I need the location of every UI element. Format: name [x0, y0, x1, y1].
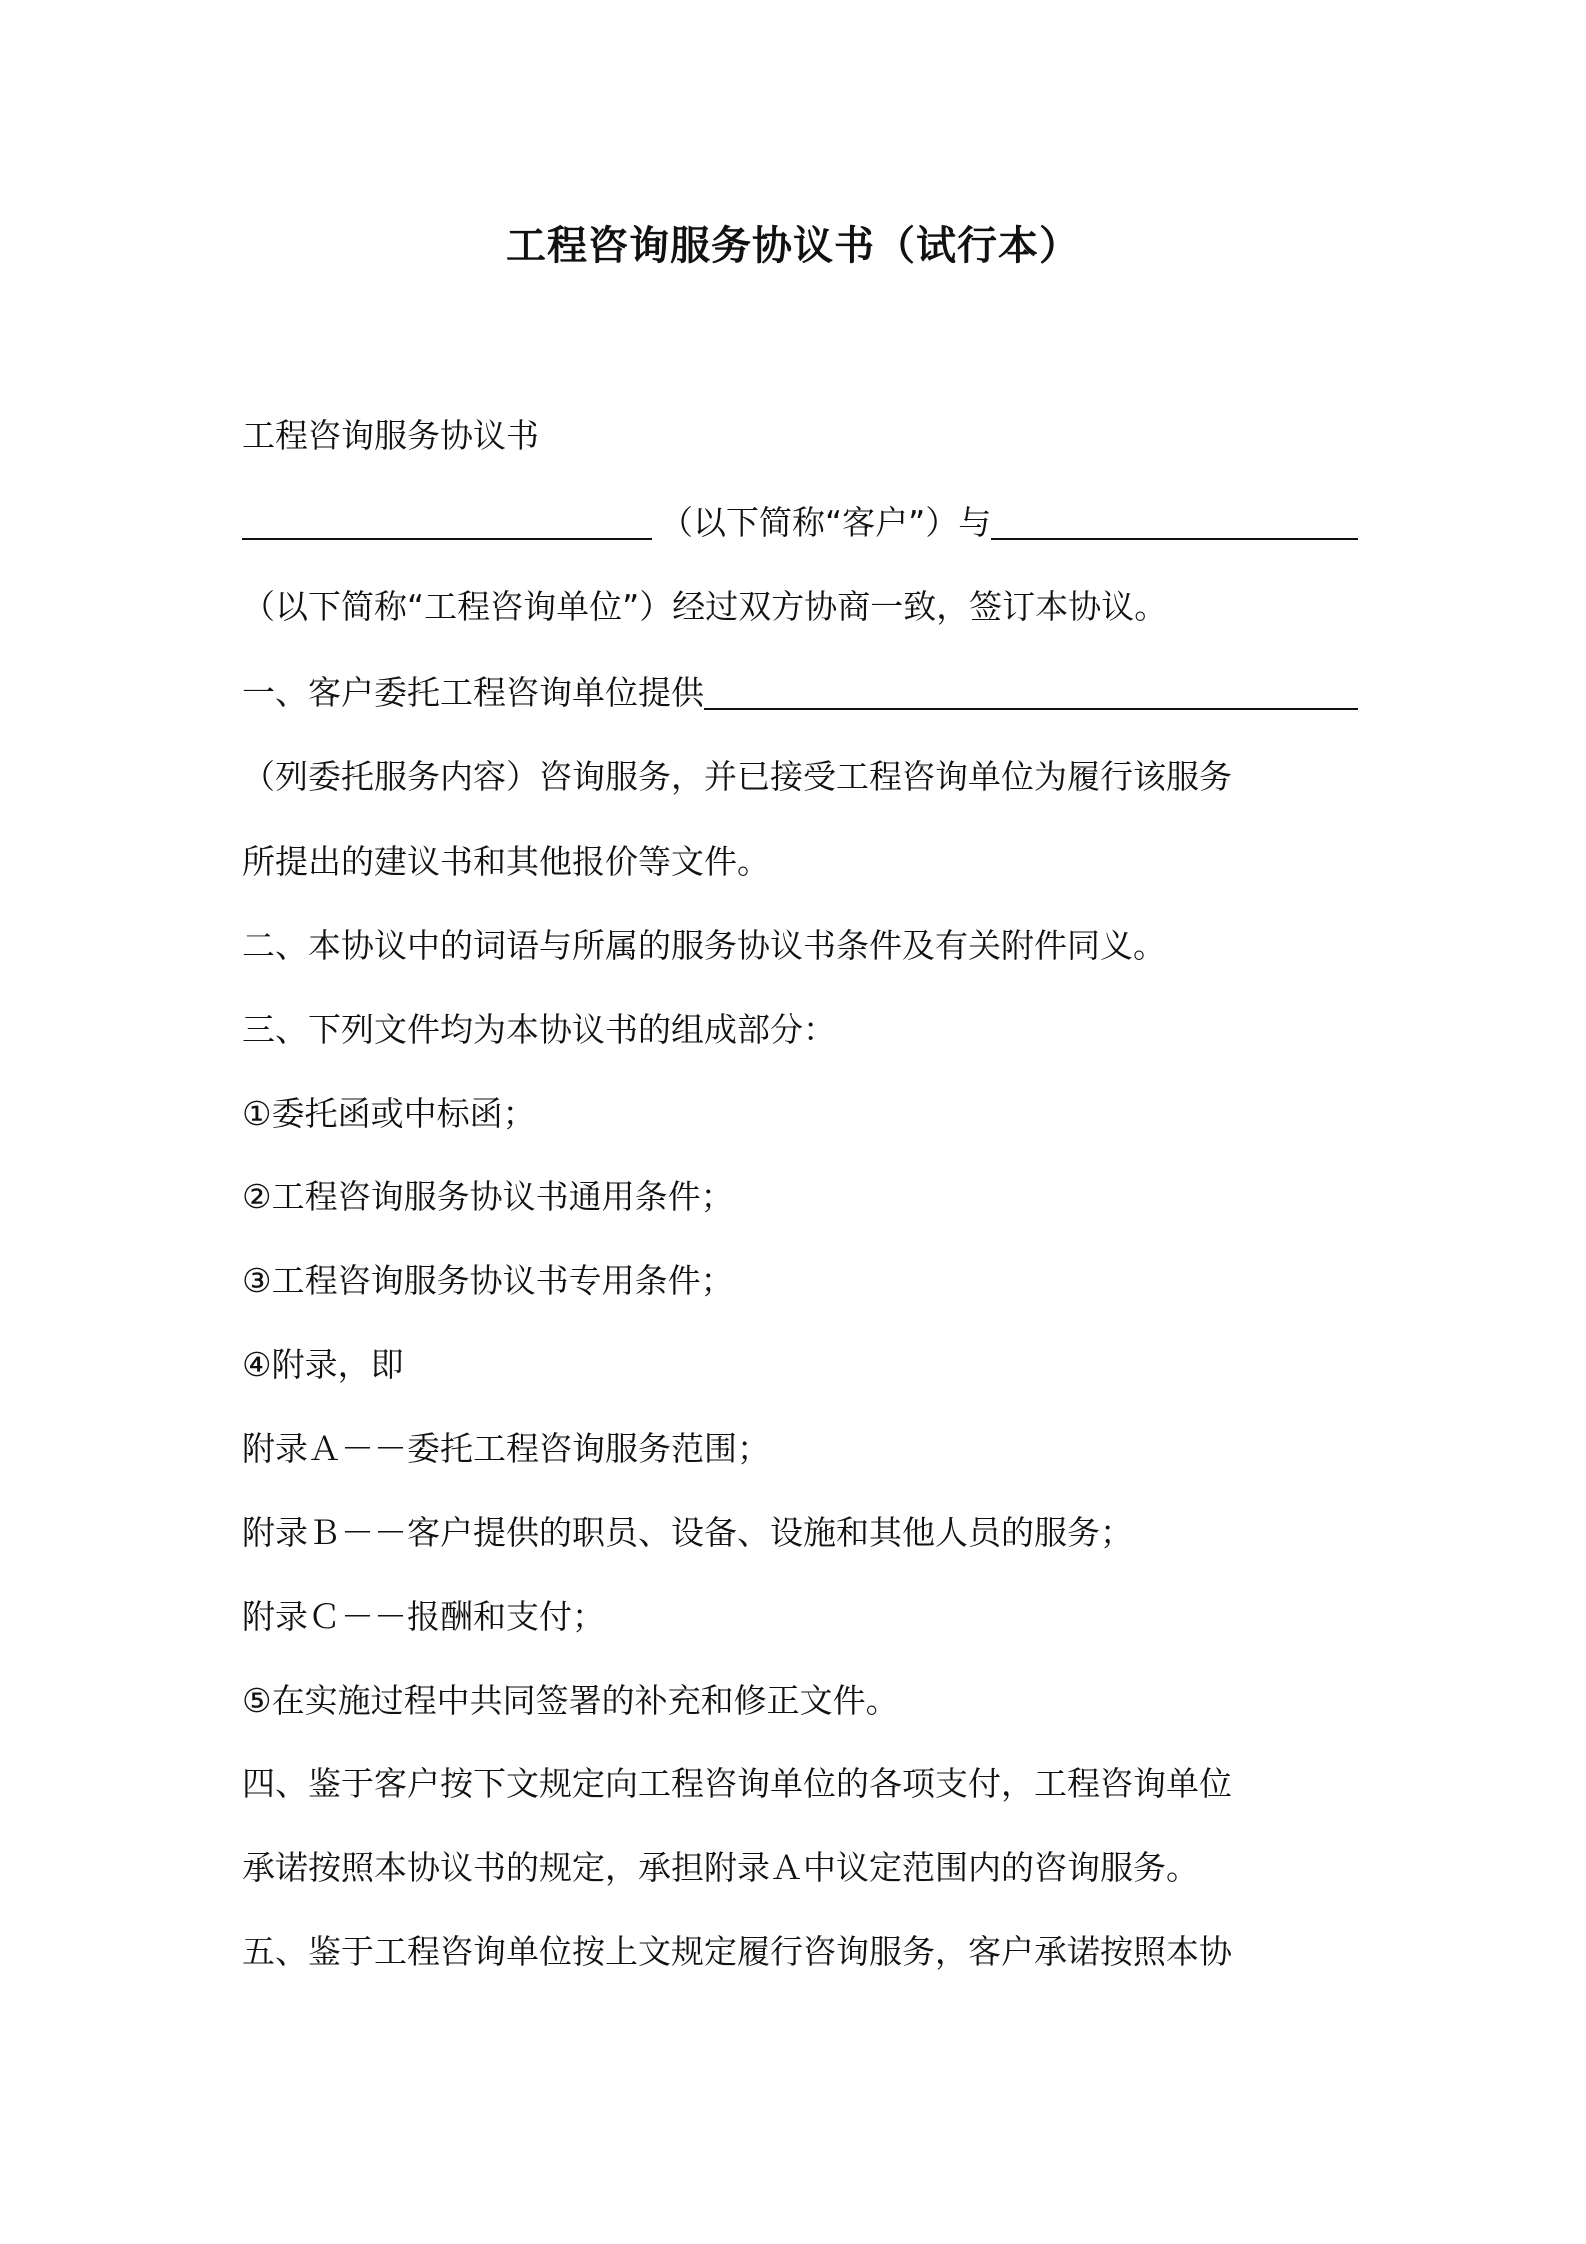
appendix-item: 附录Ａ－－委托工程咨询服务范围；: [242, 1429, 770, 1468]
clause-1-line: [242, 666, 1358, 720]
clause-4: 四、鉴于客户按下文规定向工程咨询单位的各项支付，工程咨询单位: [242, 1764, 1232, 1803]
client-name-blank[interactable]: [242, 500, 652, 540]
list-item: ②工程咨询服务协议书通用条件；: [242, 1177, 734, 1216]
list-item: ③工程咨询服务协议书专用条件；: [242, 1261, 734, 1300]
service-content-blank[interactable]: [704, 670, 1358, 710]
appendix-item: 附录Ｂ－－客户提供的职员、设备、设施和其他人员的服务；: [242, 1513, 1133, 1552]
clause-5: 五、鉴于工程咨询单位按上文规定履行咨询服务，客户承诺按照本协: [242, 1932, 1232, 1971]
clause-2: 二、本协议中的词语与所属的服务协议书条件及有关附件同义。: [242, 926, 1166, 965]
paragraph-line: 承诺按照本协议书的规定，承担附录Ａ中议定范围内的咨询服务。: [242, 1848, 1199, 1887]
list-item: ①委托函或中标函；: [242, 1094, 536, 1133]
clause-3: 三、下列文件均为本协议书的组成部分：: [242, 1010, 836, 1049]
document-title: 工程咨询服务协议书（试行本）: [506, 223, 1080, 269]
client-abbrev-text: （以下简称“客户”）与: [660, 503, 992, 542]
heading-agreement: 工程咨询服务协议书: [242, 416, 539, 455]
consultant-name-blank[interactable]: [991, 500, 1358, 540]
parties-line: [242, 496, 1358, 550]
list-item: ⑤在实施过程中共同签署的补充和修正文件。: [242, 1681, 899, 1720]
appendix-item: 附录Ｃ－－报酬和支付；: [242, 1597, 605, 1636]
paragraph-line: 所提出的建议书和其他报价等文件。: [242, 842, 770, 881]
paragraph-line: （以下简称“工程咨询单位”）经过双方协商一致，签订本协议。: [242, 587, 1168, 626]
clause-1-text: 一、客户委托工程咨询单位提供: [242, 673, 704, 712]
list-item: ④附录，即: [242, 1345, 404, 1384]
paragraph-line: （列委托服务内容）咨询服务，并已接受工程咨询单位为履行该服务: [242, 757, 1232, 796]
